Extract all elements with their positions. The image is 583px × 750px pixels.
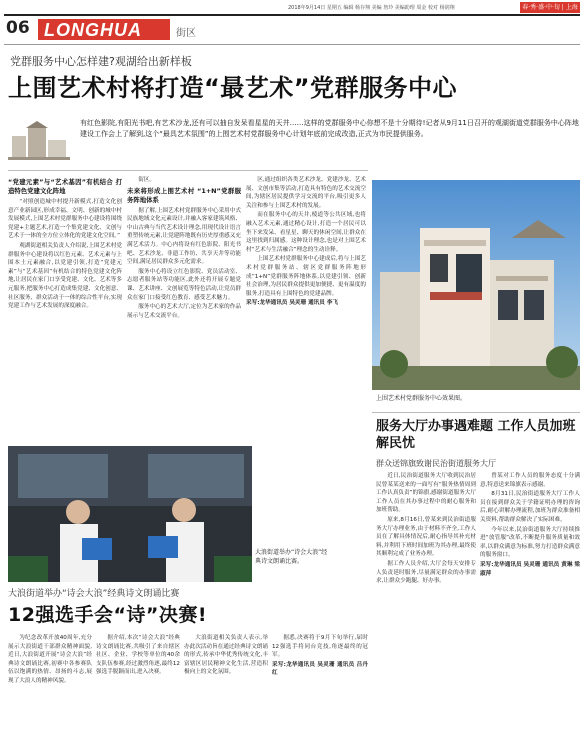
building-rendering-image <box>372 180 580 390</box>
masthead-stamp: 春·秀·盛·中·旬 | 上海 <box>520 2 580 13</box>
story3-column-3 <box>184 634 268 746</box>
story1-paragraph: 服务中心将设立红色影院、党员活动室、志愿者服务站等功能区,此外还将开展专题党课、艺术讲座、文创展览等特色活动,让党员群众在家门口接受红色教育、感受艺术魅力。 <box>127 268 241 301</box>
story2-column-2 <box>480 472 580 742</box>
story3-column-4 <box>272 634 368 746</box>
building-rendering-photo <box>372 180 580 390</box>
story1-column-2 <box>127 176 241 421</box>
story2-paragraph: 曾某对工作人员的服务态度十分满意,特意送来锦旗表示感谢。 <box>480 473 580 488</box>
story2-paragraph: 原来,8月16日,曾某来到民治街道服务大厅办理业务,由于材料不齐全,工作人员在了解具体情况后,耐心指导其补充材料,并利用下班时间加班为其办理,最终使其顺利完成了业务办理。 <box>376 516 476 558</box>
story1-kicker: 党群服务中心怎样建?观湖给出新样板 <box>10 55 192 68</box>
story3-paragraph: 为纪念改革开放40周年,充分展示大浪街道干部群众精神面貌,近日,大浪街道开展“诗会大浪”经典诗文朗诵比赛,初赛中各参赛队伍以饱满的热情、昂扬的斗志,展现了大浪人的精神风貌。 <box>8 635 92 684</box>
story1-paragraph: 观湖街道相关负责人介绍说,上围艺术村党群服务中心建设将以红色元素、艺术元素与上围本土元素融合,以党建引领,打造“党建元素”与“艺术基因”有机结合的特色党建文化阵地,让居民在家门口享受党建、文化、艺术等多元服务,把服务中心打造成集党建、文化创意、社区服务、群众活动于一体的综合性平台,实现党建工作与艺术发展的深度融合。 <box>8 242 122 310</box>
story1-column-1 <box>8 176 122 421</box>
story1-paragraph: “对照创造城中村提升新模式,打造文化创意产业新园区,形成幸福、文明、创新的城中村发展模式,上围艺术村党群服务中心建设将围绕党建+主题艺术,打造一个集党建文化、文创与艺术于一体的全方位立体化的党建文化空间。” <box>8 199 122 240</box>
story3-byline: 采写:龙华通讯员 吴灵珊 通讯员 吕丹红 <box>272 661 368 677</box>
story3-column-2 <box>96 634 180 746</box>
story3-paragraph: 大浪街道相关负责人表示,举办此次活动旨在通过经典诗文朗诵的形式,传承中华优秀传统文化,丰富辖区居民精神文化生活,营造积极向上的文化氛围。 <box>184 635 268 676</box>
building-illustration-icon <box>8 120 70 160</box>
masthead-topline: 2018年9月14日 星期五 编辑 杨存翔 美编 詹玲 美编助理 周金 校对 杨润翔 <box>288 5 455 11</box>
story3-kicker: 大浪街道举办“诗会大浪”经典诗文朗诵比赛 <box>8 589 180 599</box>
story2-rule <box>372 412 580 413</box>
section-district: 街区 <box>176 28 196 39</box>
story1-subhead-1: “党建元素”与“艺术基因”有机结合 打造特色党建文化阵地 <box>8 178 122 195</box>
story2-paragraph: 8月31日,民治街道服务大厅工作人员在接到群众关于学籍证明办理的咨询后,耐心讲解办理流程,加班为群众准备相关资料,帮助群众解决了实际困难。 <box>480 491 580 523</box>
recital-image <box>8 446 252 582</box>
story1-intro: 有红色影院,有阳光书吧,有艺术沙龙,还有可以抽自发呆看星星的天井……这样的党群服务中心你想不是十分期待!记者从9月11日召开的观湖街道党群服务中心阵地建设工作会上了解到,这个“最具艺术氛围”的上围艺术村党群服务中心计划年底前完成改造,正式为市民提供服务。 <box>80 119 579 138</box>
header-rule <box>4 14 580 16</box>
story3-column-1 <box>8 634 92 746</box>
recital-photo-caption: 大浪街道举办“诗会大浪”经典诗文朗诵比赛。 <box>255 549 328 565</box>
story2-headline: 服务大厅办事遇难题 工作人员加班解民忧 <box>376 419 576 451</box>
story1-paragraph: 上围艺术村党群服务中心建成后,将与上围艺术村党群服务站、辖区党群服务阵地形成“1+N”党群服务阵地体系,以党建引领、创新社会治理,为居民群众提供更加便捷、更有温度的服务,打造具有上围特色的党建品牌。 <box>246 256 366 297</box>
page-number: 06 <box>6 18 30 38</box>
story1-paragraph: 区,通过组织各类艺术沙龙、党建沙龙、艺术展、文创市集等活动,打造具有特色的艺术交流空间,为辖区居民提供学习交流的平台,吸引更多人关注和参与上围艺术村的发展。 <box>246 177 366 209</box>
story1-column-3 <box>246 176 366 421</box>
story1-rule <box>8 170 368 171</box>
story1-paragraph: 服务中心的艺术大厅,定位为艺术家的作品展示与艺术交流平台。 <box>127 304 241 319</box>
story2-byline: 采写:龙华通讯员 吴灵珊 通讯员 黄琳 梁淑萍 <box>480 561 580 577</box>
story2-column-1 <box>376 472 476 742</box>
story2-paragraph: 据工作人员介绍,大厅会每天安排专人负责延时服务,尽量满足群众的办事需求,让群众少跑腿、好办事。 <box>376 560 476 585</box>
header-separator <box>4 44 580 45</box>
story2-subhead: 群众送锦旗致谢民治街道服务大厅 <box>376 459 496 468</box>
recital-photo <box>8 446 252 582</box>
story3-headline: 12强选手会“诗”决赛! <box>8 604 208 626</box>
story1-paragraph: 据了解,上围艺术村党群服务中心采用中式民族地域文化元素设计,并融入客家建筑风格、中山古典与当代艺术设计理念,用现代设计语言重塑传统元素,让党建阵地既有历史厚重感又充满艺术活力。中心内将设有红色影院、阳光书吧、艺术沙龙、非遗工作坊、共享天井等功能空间,满足居民群众多元化需求。 <box>127 207 241 266</box>
story3-paragraph: 据介绍,本次“诗会大浪”经典诗文朗诵比赛,共吸引了来自辖区社区、企业、学校等单位的40余支队伍参赛,经过激烈角逐,最终12强选手脱颖而出,进入决赛。 <box>96 635 180 676</box>
story3-paragraph: 据悉,决赛将于9月下旬举行,届时12强选手将同台竞技,角逐最终的冠军。 <box>272 635 368 659</box>
story1-byline: 采写:龙华通讯员 吴灵珊 通讯员 李飞 <box>246 300 338 307</box>
building-photo-caption: 上围艺术村党群服务中心效果图。 <box>376 395 467 402</box>
story1-subhead-2: 未来将形成上围艺术村 “1+N”党群服务阵地体系 <box>127 186 241 204</box>
story1-paragraph: 街区。 <box>138 177 155 183</box>
section-title: LONGHUA <box>44 20 142 40</box>
story2-paragraph: 今年以来,民治街道服务大厅持续推进“放管服”改革,不断提升服务质量和效率,以群众满意为标准,努力打造群众满意的服务窗口。 <box>480 526 580 559</box>
story1-headline: 上围艺术村将打造“最艺术”党群服务中心 <box>8 74 458 102</box>
story2-paragraph: 近日,民治街道服务大厅收到民治居民曾某某送来的一面写有“服务热情周到 工作认真负责”的锦旗,感谢街道服务大厅工作人员在其办事过程中的耐心服务和加班帮助。 <box>376 473 476 514</box>
story1-paragraph: 而在服务中心的天井,棱道等公共区域,也将融入艺术元素,通过精心设计,打造一个居民可以坐下来发呆、看星星、聊天的休闲空间,让群众在这里找到归属感。这种设计理念,也是对上围艺术村“艺术与生活融合”理念的生动诠释。 <box>246 212 366 253</box>
